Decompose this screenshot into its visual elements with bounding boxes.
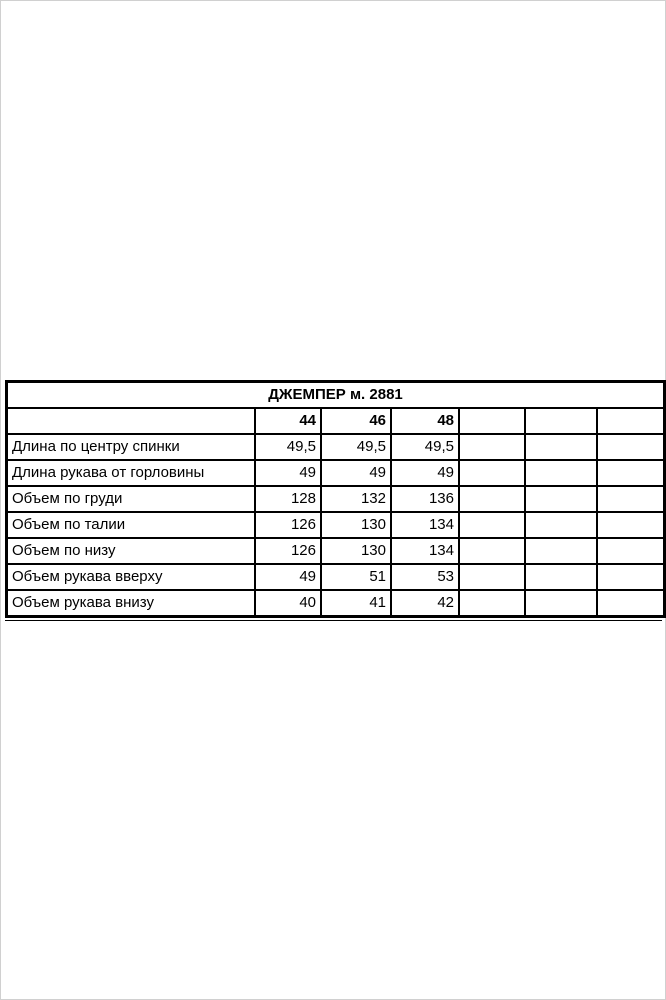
measurement-value: 49,5 [391,434,459,460]
measurement-label: Объем по талии [7,512,255,538]
size-header-cell: 44 [255,408,321,434]
measurement-value [459,434,525,460]
measurement-value: 49,5 [321,434,391,460]
measurement-value: 49 [255,460,321,486]
size-header-cell [459,408,525,434]
measurement-value [459,486,525,512]
measurement-value: 128 [255,486,321,512]
table-row [7,590,664,616]
measurement-value [597,486,664,512]
measurement-value [525,460,597,486]
measurement-value: 51 [321,564,391,590]
size-table-container [5,380,662,621]
table-row [7,512,664,538]
measurement-value: 42 [391,590,459,616]
measurement-value: 126 [255,512,321,538]
size-header-cell: 48 [391,408,459,434]
measurement-label: Объем рукава внизу [7,590,255,616]
measurement-value [525,564,597,590]
measurement-value [525,590,597,616]
measurement-value: 49 [391,460,459,486]
table-title: ДЖЕМПЕР м. 2881 [7,382,664,408]
measurement-value [597,434,664,460]
measurement-value: 49 [255,564,321,590]
measurement-value [459,564,525,590]
measurement-label: Объем по груди [7,486,255,512]
measurement-value [525,486,597,512]
measurement-value [525,434,597,460]
measurement-value [459,512,525,538]
measurement-value [597,512,664,538]
measurement-value: 134 [391,538,459,564]
size-header-cell [525,408,597,434]
measurement-value [459,460,525,486]
measurement-value [597,564,664,590]
measurement-value [525,512,597,538]
measurement-value [459,538,525,564]
size-header-cell [597,408,664,434]
measurement-value [597,538,664,564]
size-chart-table [5,380,666,618]
measurement-label: Длина по центру спинки [7,434,255,460]
measurement-value: 41 [321,590,391,616]
measurement-value: 53 [391,564,459,590]
measurement-value: 40 [255,590,321,616]
measurement-value: 49,5 [255,434,321,460]
measurement-value: 130 [321,512,391,538]
table-row [7,460,664,486]
measurement-value [525,538,597,564]
sizes-header-row [7,408,664,434]
header-empty-cell [7,408,255,434]
measurement-value: 126 [255,538,321,564]
measurement-value [597,590,664,616]
table-row [7,538,664,564]
measurement-value: 134 [391,512,459,538]
measurement-value: 130 [321,538,391,564]
measurement-label: Объем рукава вверху [7,564,255,590]
table-bottom-rule [5,618,662,621]
table-row [7,434,664,460]
measurement-value [597,460,664,486]
title-row [7,382,664,408]
size-header-cell: 46 [321,408,391,434]
measurement-value: 136 [391,486,459,512]
measurement-label: Объем по низу [7,538,255,564]
measurement-value: 49 [321,460,391,486]
measurement-value: 132 [321,486,391,512]
measurement-value [459,590,525,616]
table-row [7,564,664,590]
table-row [7,486,664,512]
measurement-label: Длина рукава от горловины [7,460,255,486]
